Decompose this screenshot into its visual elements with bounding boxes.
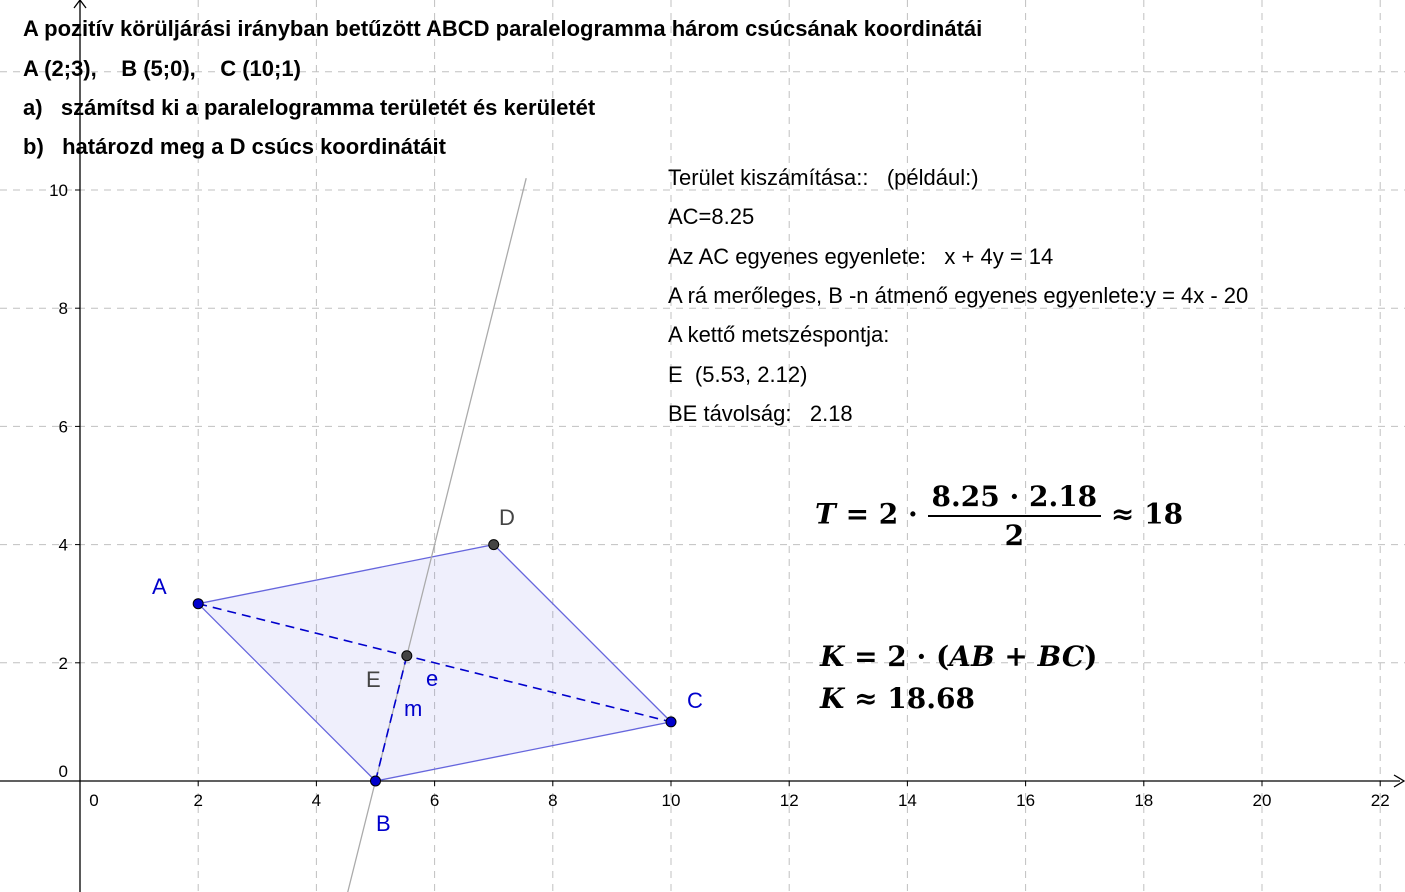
- x-tick-label: 14: [897, 791, 917, 810]
- area-formula: [815, 480, 1183, 552]
- x-tick-label: 0: [89, 791, 99, 810]
- info-line-2: AC=8.25: [668, 204, 755, 229]
- y-tick-label: 4: [58, 535, 68, 555]
- tick-labels: [49, 181, 1390, 810]
- x-tick-label: 12: [779, 791, 799, 810]
- info-line-3: Az AC egyenes egyenlete: x + 4y = 14: [668, 244, 1054, 269]
- info-line-5: A kettő metszéspontja:: [668, 322, 890, 347]
- info-line-7: BE távolság: 2.18: [668, 401, 853, 426]
- problem-line-1: A pozitív körüljárási irányban betűzött ABCD paralelogramma három csúcsának koordinátái: [23, 16, 983, 41]
- point-d[interactable]: [489, 540, 499, 550]
- problem-line-4: b) határozd meg a D csúcs koordinátáit: [23, 134, 446, 159]
- x-tick-label: 16: [1016, 791, 1036, 810]
- area-fraction-denominator: 2: [1004, 519, 1025, 552]
- area-formula-eq: = 2 ·: [835, 497, 928, 531]
- point-label-a: A: [152, 574, 167, 599]
- y-tick-label: 10: [49, 181, 68, 200]
- point-e[interactable]: [402, 651, 412, 661]
- problem-line-2: A (2;3), B (5;0), C (10;1): [23, 56, 301, 81]
- perimeter-formula-ab: AB: [949, 640, 995, 673]
- perimeter-formula-plus: +: [994, 640, 1038, 673]
- x-tick-label: 4: [311, 791, 322, 810]
- area-formula-result: ≈ 18: [1101, 497, 1184, 531]
- area-fraction-numerator: 8.25 · 2.18: [928, 480, 1102, 517]
- area-fraction: [928, 480, 1102, 552]
- point-c[interactable]: [666, 717, 676, 727]
- segment-label-e: e: [426, 666, 439, 691]
- segment-label-m: m: [404, 696, 423, 721]
- perimeter-result-value: ≈ 18.68: [844, 682, 975, 715]
- perimeter-formula-eq: = 2 · (: [844, 640, 950, 673]
- perimeter-result: [820, 682, 975, 715]
- problem-line-3: a) számítsd ki a paralelogramma területét és kerületét: [23, 95, 596, 120]
- point-label-b: B: [376, 811, 391, 836]
- point-label-e: E: [366, 667, 381, 692]
- x-tick-label: 22: [1370, 791, 1390, 810]
- y-tick-label: 8: [58, 299, 68, 319]
- point-label-c: C: [687, 688, 703, 713]
- x-tick-label: 18: [1134, 791, 1154, 810]
- x-tick-label: 10: [661, 791, 681, 810]
- info-line-4: A rá merőleges, B -n átmenő egyenes egyenlete:y = 4x - 20: [668, 283, 1249, 308]
- perimeter-formula-close: ): [1084, 640, 1098, 673]
- point-label-d: D: [499, 505, 515, 530]
- area-formula-lhs: T: [815, 497, 836, 531]
- x-tick-label: 2: [193, 791, 203, 810]
- point-b[interactable]: [371, 776, 381, 786]
- y-tick-label: 2: [58, 653, 68, 673]
- info-line-1: Terület kiszámítása:: (például:): [668, 165, 979, 190]
- perimeter-result-lhs: K: [820, 682, 845, 715]
- perimeter-formula: [820, 640, 1097, 673]
- y-tick-label: 0: [58, 762, 68, 781]
- perimeter-formula-bc: BC: [1037, 640, 1085, 673]
- x-tick-label: 8: [548, 791, 558, 810]
- y-tick-label: 6: [58, 417, 68, 437]
- x-tick-label: 6: [429, 791, 440, 810]
- perimeter-formula-lhs: K: [820, 640, 845, 673]
- info-line-6: E (5.53, 2.12): [668, 362, 808, 387]
- point-a[interactable]: [193, 599, 203, 609]
- x-tick-label: 20: [1252, 791, 1272, 810]
